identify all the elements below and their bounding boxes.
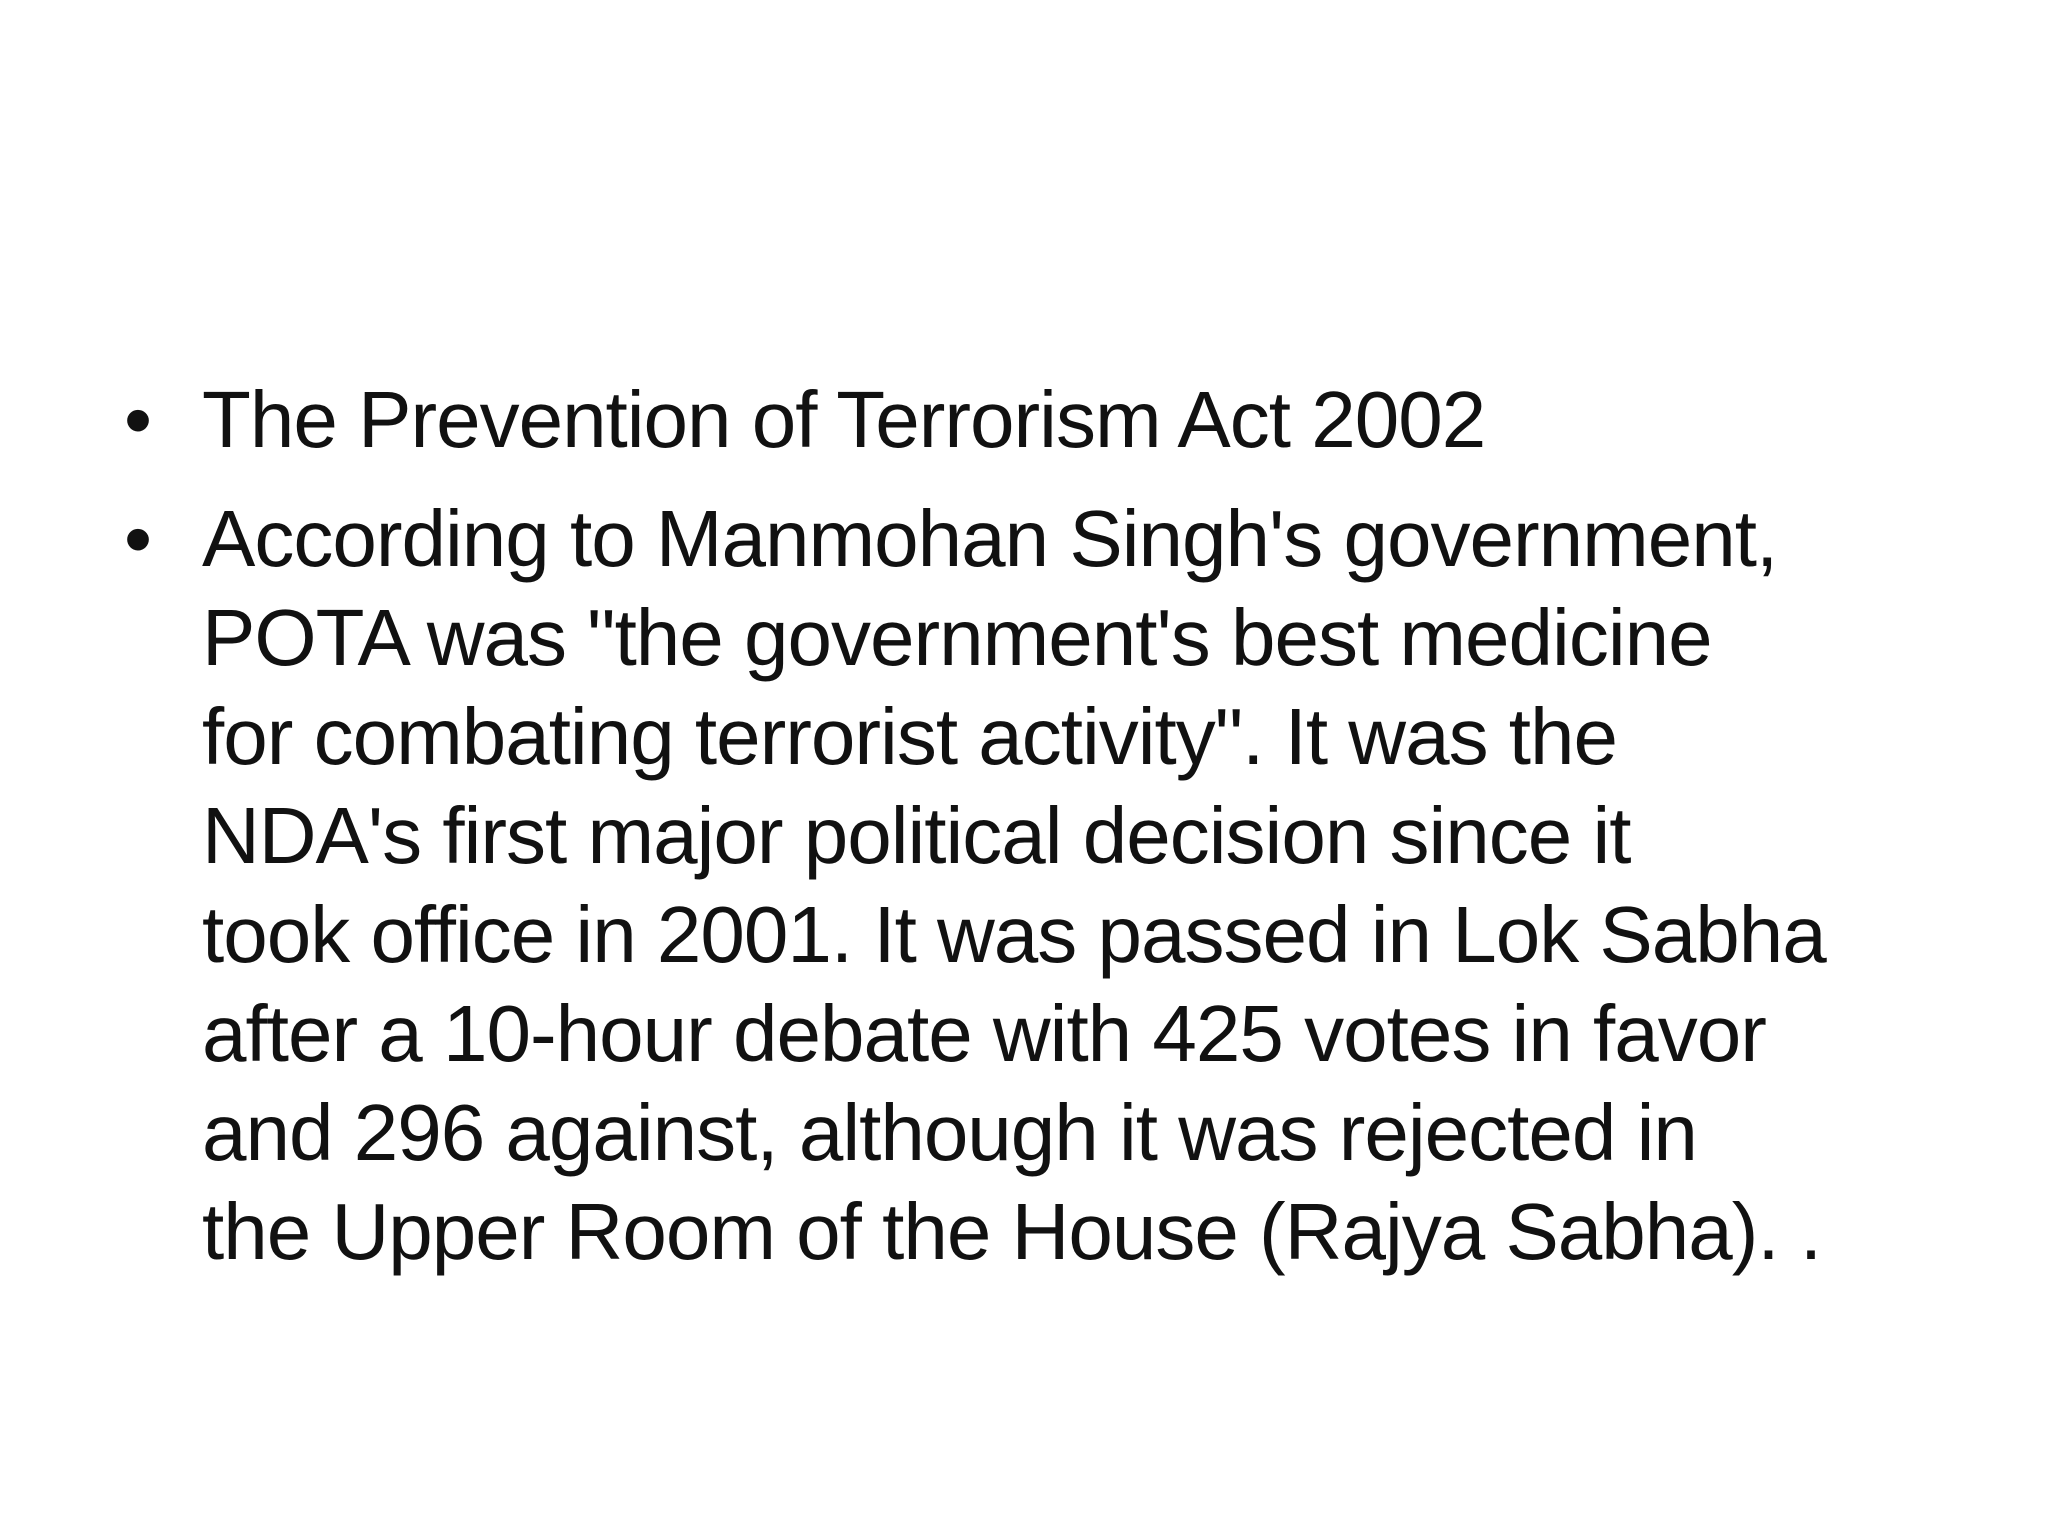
bullet-2-line-4: NDA's first major political decision since it [202,791,1631,880]
bullet-2-line-6: after a 10-hour debate with 425 votes in favor [202,989,1766,1078]
bullet-item-1 [120,370,1960,469]
bullet-list [120,370,1960,1281]
bullet-icon: • [124,375,152,464]
bullet-2-line-8: the Upper Room of the House (Rajya Sabha). . [202,1187,1822,1276]
bullet-text-2 [202,489,1960,1281]
bullet-2-line-3: for combating terrorist activity". It was the [202,692,1617,781]
bullet-1-line-1: The Prevention of Terrorism Act 2002 [202,375,1486,464]
bullet-2-line-1: According to Manmohan Singh's government, [202,494,1778,583]
slide-content [120,370,1960,1301]
bullet-text-1 [202,370,1960,469]
bullet-2-line-5: took office in 2001. It was passed in Lok Sabha [202,890,1826,979]
bullet-icon: • [124,494,152,583]
bullet-2-line-2: POTA was "the government's best medicine [202,593,1712,682]
bullet-2-line-7: and 296 against, although it was rejected in [202,1088,1697,1177]
bullet-item-2 [120,489,1960,1281]
